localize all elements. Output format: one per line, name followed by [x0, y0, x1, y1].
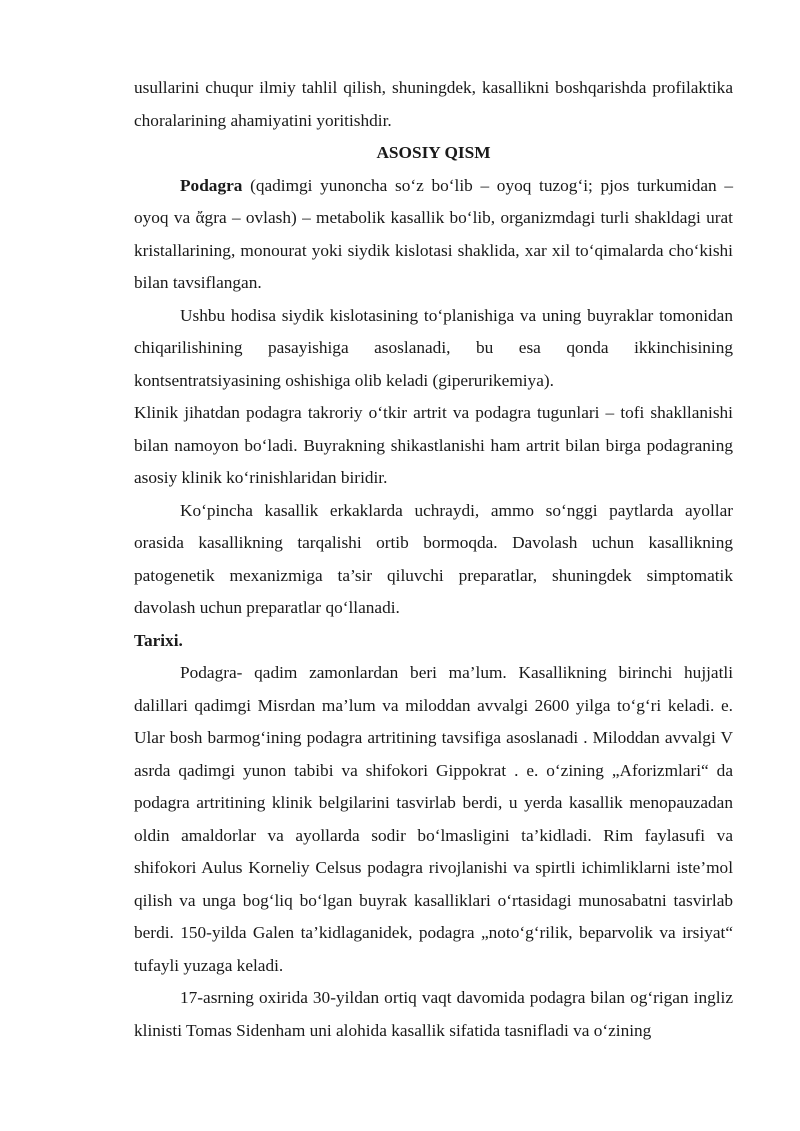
sydenham-paragraph: 17-asrning oxirida 30-yildan ortiq vaqt davomida podagra bilan og‘rigan ingliz klinisti Tomas Sidenham uni alohida kasallik sifatida tasnifladi va o‘zining — [134, 988, 733, 1040]
epidemiology-paragraph: Ko‘pincha kasallik erkaklarda uchraydi, ammo so‘nggi paytlarda ayollar orasida kasallikning tarqalishi ortib bormoqda. Davolash uchun kasallikning patogenetik mexanizmiga ta’sir qiluvchi preparatlar, shuningdek simptomatik davolash uchun preparatlar qo‘llanadi. — [134, 500, 733, 617]
history-heading: Tarixi. — [134, 630, 183, 650]
mechanism-paragraph: Ushbu hodisa siydik kislotasining to‘planishiga va uning buyraklar tomonidan chiqarilishining pasayishiga asoslanadi, bu esa qonda ikkinchisining kontsentratsiyasining oshishiga olib keladi (giperurikemiya). — [134, 305, 733, 390]
intro-paragraph: usullarini chuqur ilmiy tahlil qilish, shuningdek, kasallikni boshqarishda profilaktika choralarining ahamiyatini yoritishdir. — [134, 78, 733, 130]
clinical-paragraph: Klinik jihatdan podagra takroriy o‘tkir artrit va podagra tugunlari – tofi shakllanishi bilan namoyon bo‘ladi. Buyrakning shikastlanishi ham artrit bilan birga podagraning asosiy klinik ko‘rinishlaridan biridir. — [134, 403, 733, 487]
history-paragraph: Podagra- qadim zamonlardan beri ma’lum. Kasallikning birinchi hujjatli dalillari qadimgi Misrdan ma’lum va miloddan avvalgi 2600 yilga to‘g‘ri keladi. e. Ular bosh barmog‘ining podagra artritining tavsifiga asoslanadi . Miloddan avvalgi V asrda qadimgi yunon tabibi va shifokori Gippokrat . e. o‘zining „Aforizmlari“ da podagra artritining klinik belgilarini tasvirlab berdi, u yerda kasallik menopauzadan oldin amaldorlar va ayollarda sodir bo‘lmasligini ta’kidladi. Rim faylasufi va shifokori Aulus Korneliy Celsus podagra rivojlanishi va spirtli ichimliklarni iste’mol qilish va unga bog‘liq bo‘lgan buyrak kasalliklari o‘rtasidagi munosabatni tasvirlab berdi. 150-yilda Galen ta’kidlaganidek, podagra „noto‘g‘rilik, beparvolik va irsiyat“ tufayli yuzaga keladi. — [134, 663, 733, 975]
term-podagra: Podagra — [180, 175, 243, 195]
section-title: ASOSIY QISM — [376, 143, 491, 162]
definition-paragraph — [134, 170, 733, 300]
definition-text: (qadimgi yunoncha so‘z bo‘lib – oyoq tuzog‘i; pjos turkumidan – oyoq va ἄgra – ovlash) – metabolik kasallik bo‘lib, organizmdagi turli shakldagi urat kristallarining, monourat yoki siydik kislotasi shaklida, xar xil to‘qimalarda cho‘kishi bilan tavsiflangan. — [134, 175, 733, 292]
